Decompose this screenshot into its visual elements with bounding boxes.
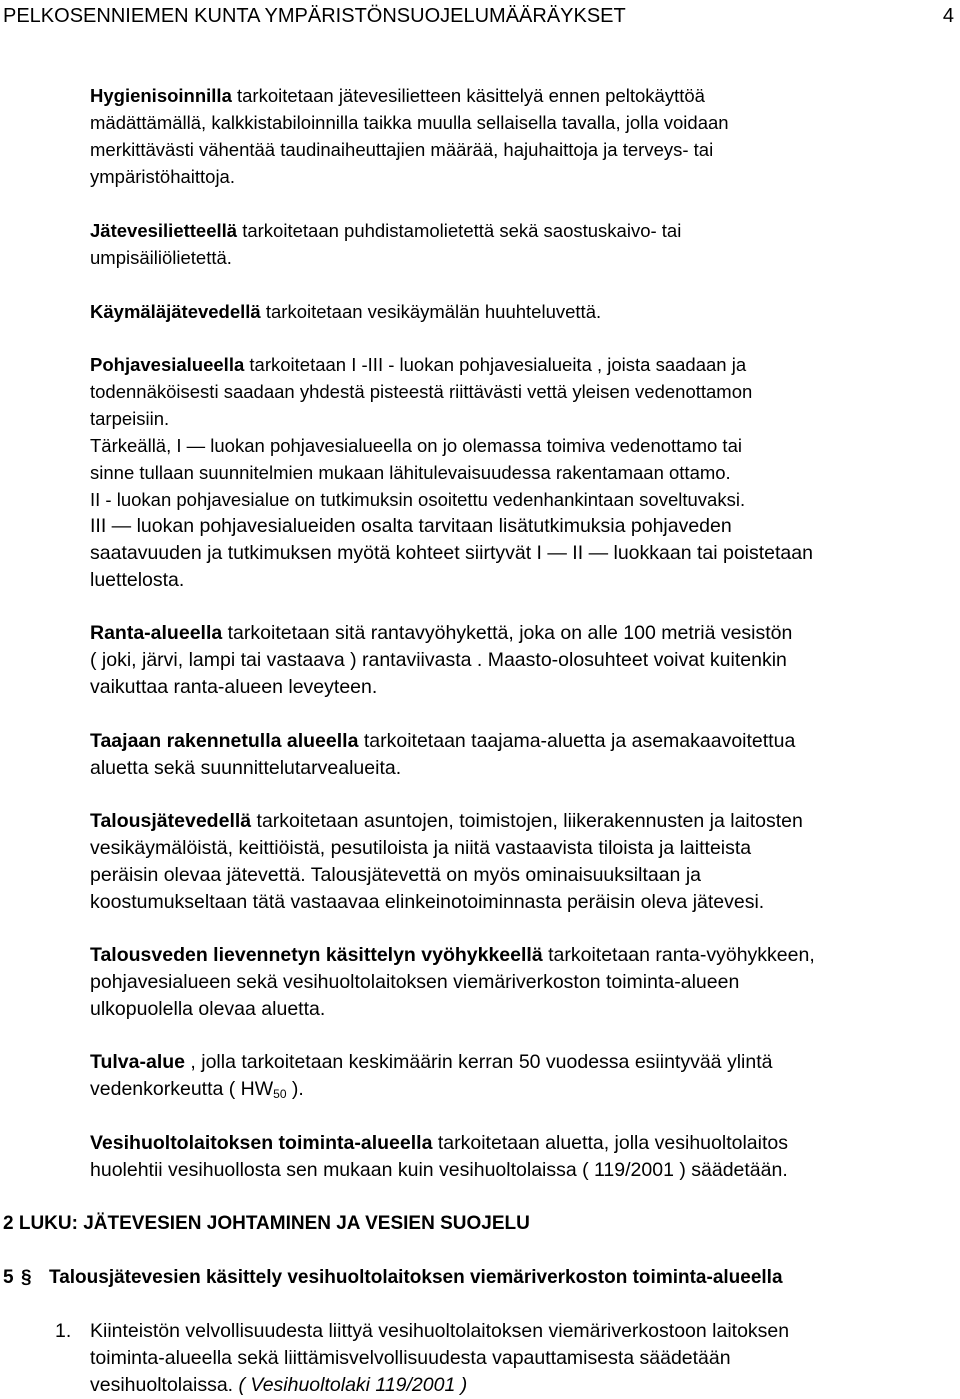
section-sign: § bbox=[21, 1267, 32, 1288]
definition-text: aluetta sekä suunnittelutarvealueita. bbox=[90, 757, 402, 779]
definition-text: tarkoitetaan ranta-vyöhykkeen, bbox=[542, 944, 815, 966]
page-number: 4 bbox=[942, 5, 954, 27]
definition-term: Talousjätevedellä bbox=[90, 810, 252, 832]
definition-text: mädättämällä, kalkkistabiloinnilla taikka muulla sellaisella tavalla, jolla voidaan bbox=[90, 112, 729, 133]
section-title: Talousjätevesien käsittely vesihuoltolaitoksen viemäriverkoston toiminta-alueella bbox=[49, 1267, 783, 1288]
definition-text: tarkoitetaan jätevesilietteen käsittelyä ennen peltokäyttöä bbox=[231, 85, 705, 106]
definition-term: Jätevesilietteellä bbox=[90, 220, 238, 241]
definition-ranta-alue bbox=[90, 620, 958, 701]
definition-text: todennäköisesti saadaan yhdestä pisteestä riittävästi vettä yleisen vedenottamon bbox=[90, 381, 753, 402]
subscript-text: 50 bbox=[273, 1087, 287, 1101]
definition-text: luettelosta. bbox=[90, 569, 185, 591]
definition-vesihuolto bbox=[90, 1130, 958, 1184]
definition-talousjatevesi bbox=[90, 808, 958, 916]
definition-text: ( joki, järvi, lampi tai vastaava ) rantaviivasta . Maasto-olosuhteet voivat kuitenkin bbox=[90, 649, 787, 671]
definition-text: Tärkeällä, I — luokan pohjavesialueella on jo olemassa toimiva vedenottamo tai bbox=[90, 435, 742, 456]
definition-hygienisointi bbox=[90, 82, 958, 190]
definition-jatevesiliete bbox=[90, 217, 958, 271]
definition-term: Vesihuoltolaitoksen toiminta-alueella bbox=[90, 1132, 433, 1154]
definition-text: vesikäymälöistä, keittiöistä, pesutiloista ja niitä vastaavista tiloista ja laitteista bbox=[90, 837, 752, 859]
definition-text: huolehtii vesihuollosta sen mukaan kuin vesihuoltolaissa ( 119/2001 ) säädetään. bbox=[90, 1159, 788, 1181]
definition-talousvesi bbox=[90, 942, 958, 1023]
definition-term: Pohjavesialueella bbox=[90, 354, 245, 375]
law-reference: ( Vesihuoltolaki 119/2001 ) bbox=[238, 1374, 468, 1396]
definition-text: vedenkorkeutta ( HW bbox=[90, 1078, 274, 1100]
definition-text: tarkoitetaan puhdistamolietettä sekä saostuskaivo- tai bbox=[237, 220, 682, 241]
definition-taajama bbox=[90, 728, 958, 782]
definition-tulva-alue bbox=[90, 1049, 958, 1108]
definition-term: Tulva-alue bbox=[90, 1051, 185, 1073]
definition-text: tarkoitetaan sitä rantavyöhykettä, joka on alle 100 metriä vesistön bbox=[222, 622, 793, 644]
definition-text: tarkoitetaan vesikäymälän huuhteluvettä. bbox=[260, 301, 602, 322]
definition-text: tarpeisiin. bbox=[90, 408, 170, 429]
definition-term: Hygienisoinnilla bbox=[90, 85, 232, 106]
definition-text: vaikuttaa ranta-alueen leveyteen. bbox=[90, 676, 378, 698]
list-item-text: vesihuoltolaissa. bbox=[90, 1374, 239, 1396]
definition-term: Talousveden lievennetyn käsittelyn vyöhykkeellä bbox=[90, 944, 543, 966]
list-item-text: Kiinteistön velvollisuudesta liittyä vesihuoltolaitoksen viemäriverkostoon laitoksen bbox=[90, 1320, 790, 1342]
page-header bbox=[0, 2, 960, 30]
list-item-text: toiminta-alueella sekä liittämisvelvollisuudesta vapauttamisesta säädetään bbox=[90, 1347, 731, 1369]
header-title: PELKOSENNIEMEN KUNTA YMPÄRISTÖNSUOJELUMÄÄRÄYKSET bbox=[3, 5, 626, 27]
definition-pohjavesialue bbox=[90, 351, 958, 594]
definition-text: ympäristöhaittoja. bbox=[90, 166, 235, 187]
list-item-number: 1. bbox=[55, 1320, 72, 1342]
definition-kaymalajatevesi bbox=[90, 298, 958, 325]
section-heading bbox=[3, 1264, 783, 1291]
chapter-heading: 2 LUKU: JÄTEVESIEN JOHTAMINEN JA VESIEN SUOJELU bbox=[3, 1213, 530, 1234]
definition-term: Käymäläjätevedellä bbox=[90, 301, 261, 322]
definition-text: koostumukseltaan tätä vastaavaa elinkeinotoiminnasta peräisin oleva jätevesi. bbox=[90, 891, 765, 913]
definition-text: saatavuuden ja tutkimuksen myötä kohteet siirtyvät I — II — luokkaan tai poistetaan bbox=[90, 542, 813, 564]
definition-text: ). bbox=[286, 1078, 304, 1100]
definition-text: pohjavesialueen sekä vesihuoltolaitoksen viemäriverkoston toiminta-alueen bbox=[90, 971, 740, 993]
definition-text: II - luokan pohjavesialue on tutkimuksin osoitettu vedenhankintaan soveltuvaksi. bbox=[90, 489, 746, 510]
definition-text: sinne tullaan suunnitelmien mukaan lähitulevaisuudessa rakentamaan ottamo. bbox=[90, 462, 731, 483]
definition-text: tarkoitetaan taajama-aluetta ja asemakaavoitettua bbox=[358, 730, 796, 752]
definition-term: Taajaan rakennetulla alueella bbox=[90, 730, 359, 752]
definition-text: ulkopuolella olevaa aluetta. bbox=[90, 998, 326, 1020]
definition-text: tarkoitetaan aluetta, jolla vesihuoltolaitos bbox=[432, 1132, 788, 1154]
definition-text: peräisin olevaa jätevettä. Talousjätevettä on myös ominaisuuksiltaan ja bbox=[90, 864, 701, 886]
definition-text: tarkoitetaan I -III - luokan pohjavesialueita , joista saadaan ja bbox=[244, 354, 747, 375]
definition-text: , jolla tarkoitetaan keskimäärin kerran 50 vuodessa esiintyvää ylintä bbox=[185, 1051, 773, 1073]
definition-term: Ranta-alueella bbox=[90, 622, 223, 644]
definition-text: umpisäiliölietettä. bbox=[90, 247, 232, 268]
definition-text: merkittävästi vähentää taudinaiheuttajien määrää, hajuhaittoja ja terveys- tai bbox=[90, 139, 714, 160]
section-number: 5 bbox=[3, 1267, 14, 1288]
definition-text: III — luokan pohjavesialueiden osalta tarvitaan lisätutkimuksia pohjaveden bbox=[90, 515, 732, 537]
definition-text: tarkoitetaan asuntojen, toimistojen, liikerakennusten ja laitosten bbox=[251, 810, 803, 832]
